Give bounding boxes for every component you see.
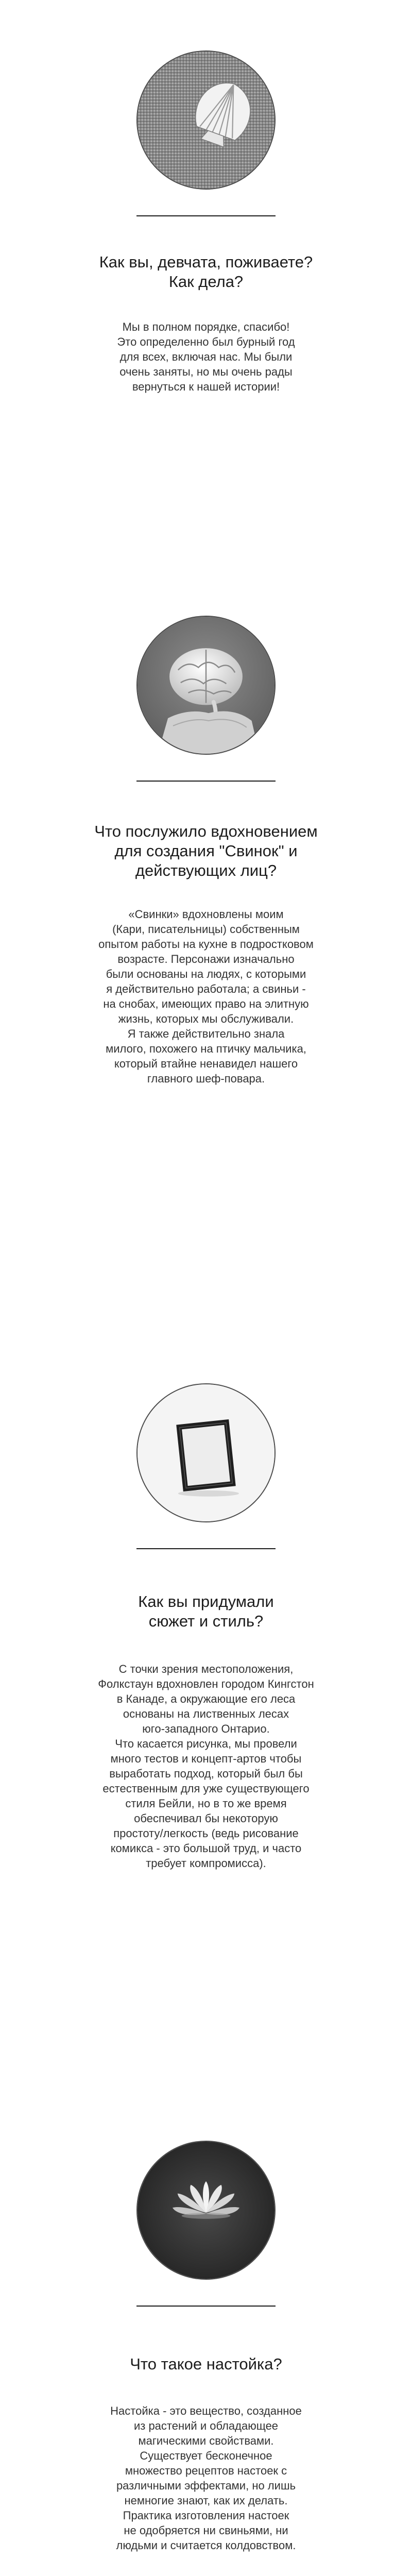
lotus-flower-icon <box>138 2142 274 2279</box>
lotus-image <box>136 2141 276 2280</box>
question-heading: Что послужило вдохновением для создания "Свинок" и действующих лиц? <box>94 822 318 879</box>
section-divider <box>136 2306 276 2307</box>
scallop-shell-icon <box>138 52 274 189</box>
section-divider <box>136 781 276 782</box>
answer-text: «Свинки» вдохновлены моим (Кари, писательницы) собственным опытом работы на кухне в подростковом возрасте. Персонажи изначально были основаны на людях, с которыми я действительно работала; а свиньи - на снобах, имеющих право на элитную жизнь, которых мы обслуживали. Я также действительно знала милого, похожего на птичку мальчика, который втайне ненавидел нашего главного шеф-повара. <box>98 908 314 1085</box>
brain-image <box>136 616 276 755</box>
scallop-shell-image <box>136 50 276 190</box>
brain-in-palm-icon <box>138 617 274 754</box>
picture-frame-image <box>136 1383 276 1522</box>
question-heading: Что такое настойка? <box>130 2355 282 2373</box>
answer-text: Мы в полном порядке, спасибо! Это определенно был бурный год для всех, включая нас. Мы были очень заняты, но мы очень рады вернуться к нашей истории! <box>117 320 295 393</box>
section-divider <box>136 1548 276 1549</box>
question-heading: Как вы, девчата, поживаете? Как дела? <box>99 253 313 291</box>
question-heading: Как вы придумали сюжет и стиль? <box>138 1592 274 1630</box>
picture-frame-icon <box>138 1384 274 1521</box>
answer-text: Настойка - это вещество, созданное из растений и обладающее магическими свойствами. Существует бесконечное множество рецептов настоек с различными эффектами, но лишь немногие знают, как их делать. Практика изготовления настоек не одобряется ни свиньями, ни людьми и считается колдовством. <box>110 2404 302 2552</box>
section-divider <box>136 215 276 216</box>
answer-text: С точки зрения местоположения, Фолкстаун вдохновлен городом Кингстон в Канаде, а окружающие его леса основаны на лиственных лесах юго-западного Онтарио. Что касается рисунка, мы провели много тестов и концепт-артов чтобы выработать подход, который был бы естественным для уже существующего стиля Бейли, но в то же время обеспечивал бы некоторую простоту/легкость (ведь рисование комикса - это большой труд, и часто требует компромисса). <box>98 1663 314 1870</box>
